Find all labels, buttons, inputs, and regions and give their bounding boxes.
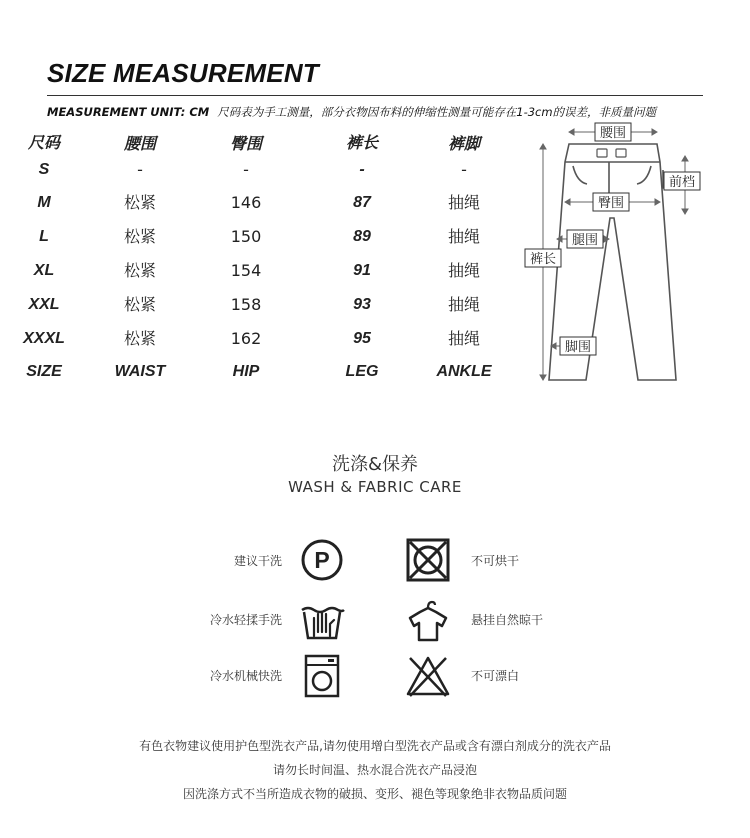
no-bleach-label: 不可漂白 <box>471 669 520 683</box>
thigh-label: 腿围 <box>571 233 599 248</box>
size-cell: M <box>37 194 51 211</box>
no-bleach-icon <box>404 652 452 700</box>
table-row <box>30 156 510 184</box>
care-note-3: 因洗涤方式不当所造成衣物的破损、变形、褪色等现象绝非衣物品质问题 <box>182 787 567 801</box>
hang-dry-label: 悬挂自然晾干 <box>471 613 544 627</box>
table-row <box>30 189 510 217</box>
ankle-cell: 抽绳 <box>447 193 480 212</box>
hang-dry-icon <box>404 596 452 644</box>
hand-wash-label: 冷水轻揉手洗 <box>209 613 282 627</box>
col-header-leg-en: LEG <box>345 363 379 380</box>
waist-label: 腰围 <box>599 126 627 141</box>
care-note-2: 请勿长时间温、热水混合洗衣产品浸泡 <box>272 763 477 777</box>
unit-label: MEASUREMENT UNIT: CM <box>47 105 210 119</box>
dry-clean-icon <box>298 536 346 584</box>
table-row <box>30 257 510 285</box>
hip-cell: 154 <box>230 261 262 280</box>
hip-cell: - <box>243 160 249 179</box>
size-cell: S <box>38 161 50 178</box>
col-header-hip-cn: 臀围 <box>229 134 262 153</box>
leg-cell: 89 <box>353 228 371 245</box>
care-title-cn: 洗涤&保养 <box>331 454 419 475</box>
hand-wash-icon <box>298 596 346 644</box>
size-cell: XXXL <box>23 330 65 347</box>
dry-clean-label: 建议干洗 <box>233 554 282 568</box>
waist-cell: 松紧 <box>123 329 156 348</box>
title-divider <box>47 95 703 96</box>
leg-cell: 87 <box>353 194 371 211</box>
size-cell: XXL <box>28 296 60 313</box>
col-header-size-cn: 尺码 <box>27 135 60 152</box>
col-header-leg-cn: 裤长 <box>345 135 378 152</box>
size-cell: L <box>39 228 49 245</box>
ankle-label: 脚围 <box>564 340 592 355</box>
col-header-waist-en: WAIST <box>114 363 166 380</box>
front-rise-label: 前档 <box>668 175 696 190</box>
page-title: SIZE MEASUREMENT <box>47 58 319 88</box>
hip-cell: 162 <box>230 329 262 348</box>
col-header-size-en: SIZE <box>26 363 62 380</box>
hip-cell: 150 <box>230 227 262 246</box>
no-tumble-dry-label: 不可烘干 <box>471 554 520 568</box>
col-header-ankle-en: ANKLE <box>436 363 492 380</box>
size-cell: XL <box>33 262 55 279</box>
ankle-cell: - <box>461 160 467 179</box>
hip-label: 臀围 <box>597 196 625 211</box>
waist-cell: 松紧 <box>123 193 156 212</box>
machine-wash-label: 冷水机械快洗 <box>209 669 282 683</box>
col-header-hip-en: HIP <box>232 363 260 380</box>
machine-wash-icon <box>298 652 346 700</box>
waist-cell: 松紧 <box>123 261 156 280</box>
col-header-ankle-cn: 裤脚 <box>447 134 480 153</box>
col-header-waist-cn: 腰围 <box>123 134 156 153</box>
table-row <box>30 291 510 319</box>
care-note-1: 有色衣物建议使用护色型洗衣产品,请勿使用增白型洗衣产品或含有漂白剂成分的洗衣产品 <box>139 739 611 753</box>
table-header-en <box>26 358 510 386</box>
table-header-cn <box>27 130 510 158</box>
ankle-cell: 抽绳 <box>447 329 480 348</box>
length-label: 裤长 <box>529 252 557 267</box>
leg-cell: 93 <box>353 296 371 313</box>
care-title-en: WASH & FABRIC CARE <box>288 478 462 496</box>
waist-cell: 松紧 <box>123 227 156 246</box>
table-row <box>30 223 510 251</box>
pants-measurement-diagram <box>523 118 703 390</box>
leg-cell: 95 <box>353 330 371 347</box>
ankle-cell: 抽绳 <box>447 295 480 314</box>
hip-cell: 146 <box>230 193 262 212</box>
ankle-cell: 抽绳 <box>447 261 480 280</box>
unit-note: 尺码表为手工测量，部分衣物因布料的伸缩性测量可能存在1-3cm的误差，非质量问题 <box>217 105 657 119</box>
no-tumble-dry-icon <box>404 536 452 584</box>
waist-cell: - <box>137 160 143 179</box>
leg-cell: 91 <box>353 262 371 279</box>
table-row <box>23 325 510 353</box>
hip-cell: 158 <box>230 295 262 314</box>
ankle-cell: 抽绳 <box>447 227 480 246</box>
waist-cell: 松紧 <box>123 295 156 314</box>
svg-text:P: P <box>314 547 330 573</box>
leg-cell: - <box>359 161 365 178</box>
